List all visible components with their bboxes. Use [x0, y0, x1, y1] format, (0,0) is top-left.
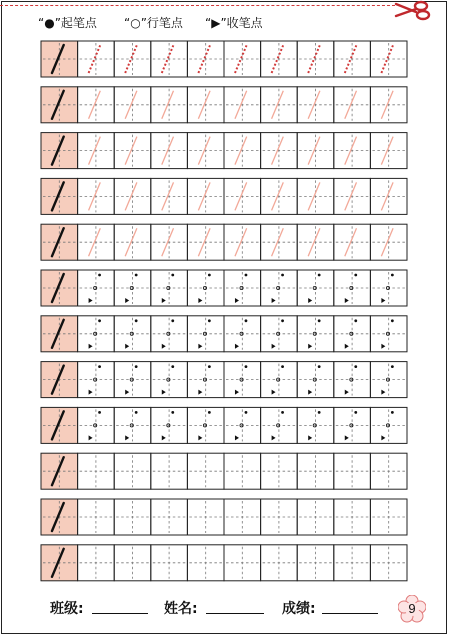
start-point: [281, 365, 284, 368]
start-point: [354, 411, 357, 414]
start-point: [171, 365, 174, 368]
start-point: [354, 319, 357, 322]
class-field[interactable]: [92, 613, 148, 614]
end-point: [308, 390, 312, 395]
start-point: [354, 274, 357, 277]
end-point: [89, 344, 93, 349]
score-field[interactable]: [322, 613, 378, 614]
start-point: [171, 274, 174, 277]
end-point: [198, 298, 202, 303]
score-label: 成绩:: [282, 601, 316, 617]
start-point: [98, 365, 101, 368]
start-point: [318, 411, 321, 414]
end-point: [345, 344, 349, 349]
start-point: [208, 319, 211, 322]
page-number: 9: [408, 601, 416, 616]
end-point: [235, 390, 239, 395]
end-point: [381, 435, 385, 440]
name-field[interactable]: [206, 613, 264, 614]
start-point: [135, 365, 138, 368]
end-point: [345, 298, 349, 303]
start-point: [98, 319, 101, 322]
end-point: [272, 298, 276, 303]
end-point: [198, 435, 202, 440]
end-point: [381, 344, 385, 349]
end-point: [162, 435, 166, 440]
end-point: [345, 435, 349, 440]
start-point: [391, 319, 394, 322]
end-point: [198, 390, 202, 395]
start-point: [135, 274, 138, 277]
start-point: [318, 365, 321, 368]
end-point: [162, 390, 166, 395]
end-point: [162, 344, 166, 349]
legend-move-point: “○”行笔点: [124, 16, 183, 30]
start-point: [318, 274, 321, 277]
class-label: 班级:: [50, 601, 84, 617]
start-point: [318, 319, 321, 322]
legend-start-point: “●”起笔点: [38, 16, 97, 30]
end-point: [125, 344, 129, 349]
start-point: [245, 411, 248, 414]
start-point: [245, 365, 248, 368]
end-point: [125, 390, 129, 395]
start-point: [391, 274, 394, 277]
end-point: [162, 298, 166, 303]
end-point: [89, 390, 93, 395]
end-point: [272, 390, 276, 395]
end-point: [308, 344, 312, 349]
start-point: [135, 411, 138, 414]
start-point: [354, 365, 357, 368]
end-point: [235, 435, 239, 440]
end-point: [235, 344, 239, 349]
start-point: [391, 411, 394, 414]
end-point: [125, 298, 129, 303]
start-point: [281, 319, 284, 322]
footer: [0, 596, 450, 620]
legend-end-point: “▶”收笔点: [205, 16, 263, 30]
start-point: [281, 274, 284, 277]
start-point: [208, 365, 211, 368]
start-point: [171, 411, 174, 414]
end-point: [381, 390, 385, 395]
end-point: [198, 344, 202, 349]
start-point: [171, 319, 174, 322]
start-point: [98, 274, 101, 277]
start-point: [208, 274, 211, 277]
end-point: [89, 435, 93, 440]
start-point: [98, 411, 101, 414]
start-point: [245, 274, 248, 277]
end-point: [381, 298, 385, 303]
end-point: [272, 435, 276, 440]
end-point: [235, 298, 239, 303]
end-point: [125, 435, 129, 440]
end-point: [89, 298, 93, 303]
start-point: [135, 319, 138, 322]
start-point: [391, 365, 394, 368]
start-point: [208, 411, 211, 414]
name-label: 姓名:: [164, 601, 198, 617]
end-point: [345, 390, 349, 395]
start-point: [281, 411, 284, 414]
start-point: [245, 319, 248, 322]
end-point: [308, 298, 312, 303]
end-point: [308, 435, 312, 440]
end-point: [272, 344, 276, 349]
flower-page-badge: [398, 595, 426, 623]
